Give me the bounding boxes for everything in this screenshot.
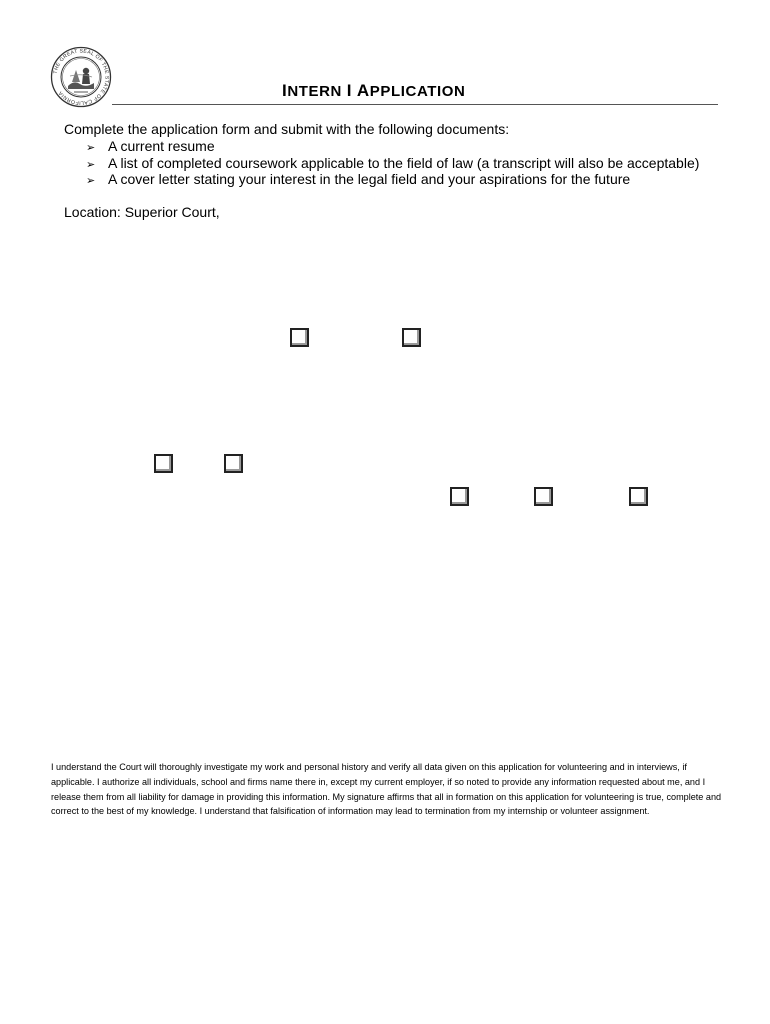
svg-text:THE GREAT SEAL OF THE STATE OF: THE GREAT SEAL OF THE STATE OF CALIFORNIA: [52, 48, 110, 106]
state-seal-icon: [50, 46, 112, 108]
list-item: ➢ A cover letter stating your interest in the legal field and your aspirations for the future: [86, 171, 699, 188]
checkbox-7[interactable]: [629, 487, 648, 506]
checkbox-1[interactable]: [290, 328, 309, 347]
checkbox-2[interactable]: [402, 328, 421, 347]
arrow-bullet-icon: ➢: [86, 158, 96, 171]
arrow-bullet-icon: ➢: [86, 175, 96, 187]
location-label: Location: Superior Court,: [64, 204, 220, 220]
arrow-bullet-icon: ➢: [86, 142, 96, 154]
checkbox-6[interactable]: [534, 487, 553, 506]
required-documents-list: [86, 138, 699, 188]
title-divider: [112, 104, 718, 105]
instructions-lead: Complete the application form and submit with the following documents:: [64, 121, 510, 137]
page-title: INTERN I APPLICATION: [282, 81, 466, 100]
checkbox-5[interactable]: [450, 487, 469, 506]
legal-disclaimer: I understand the Court will thoroughly investigate my work and personal history and verify all data given on this application for volunteering and in interviews, if applicable. I authorize all individuals, school and firms name there in, except my current employer, if so noted to provide any information requested about me, and I release them from all liability for damage in providing this information. My signature affirms that all in formation on this application for volunteering is true, complete and correct to the best of my knowledge. I understand that falsification of information may lead to termination from my internship or volunteer assignment.: [51, 762, 722, 817]
list-item: ➢ A list of completed coursework applicable to the field of law (a transcript will also be acceptable): [86, 155, 699, 172]
checkbox-4[interactable]: [224, 454, 243, 473]
list-item: ➢ A current resume: [86, 138, 699, 155]
checkbox-3[interactable]: [154, 454, 173, 473]
